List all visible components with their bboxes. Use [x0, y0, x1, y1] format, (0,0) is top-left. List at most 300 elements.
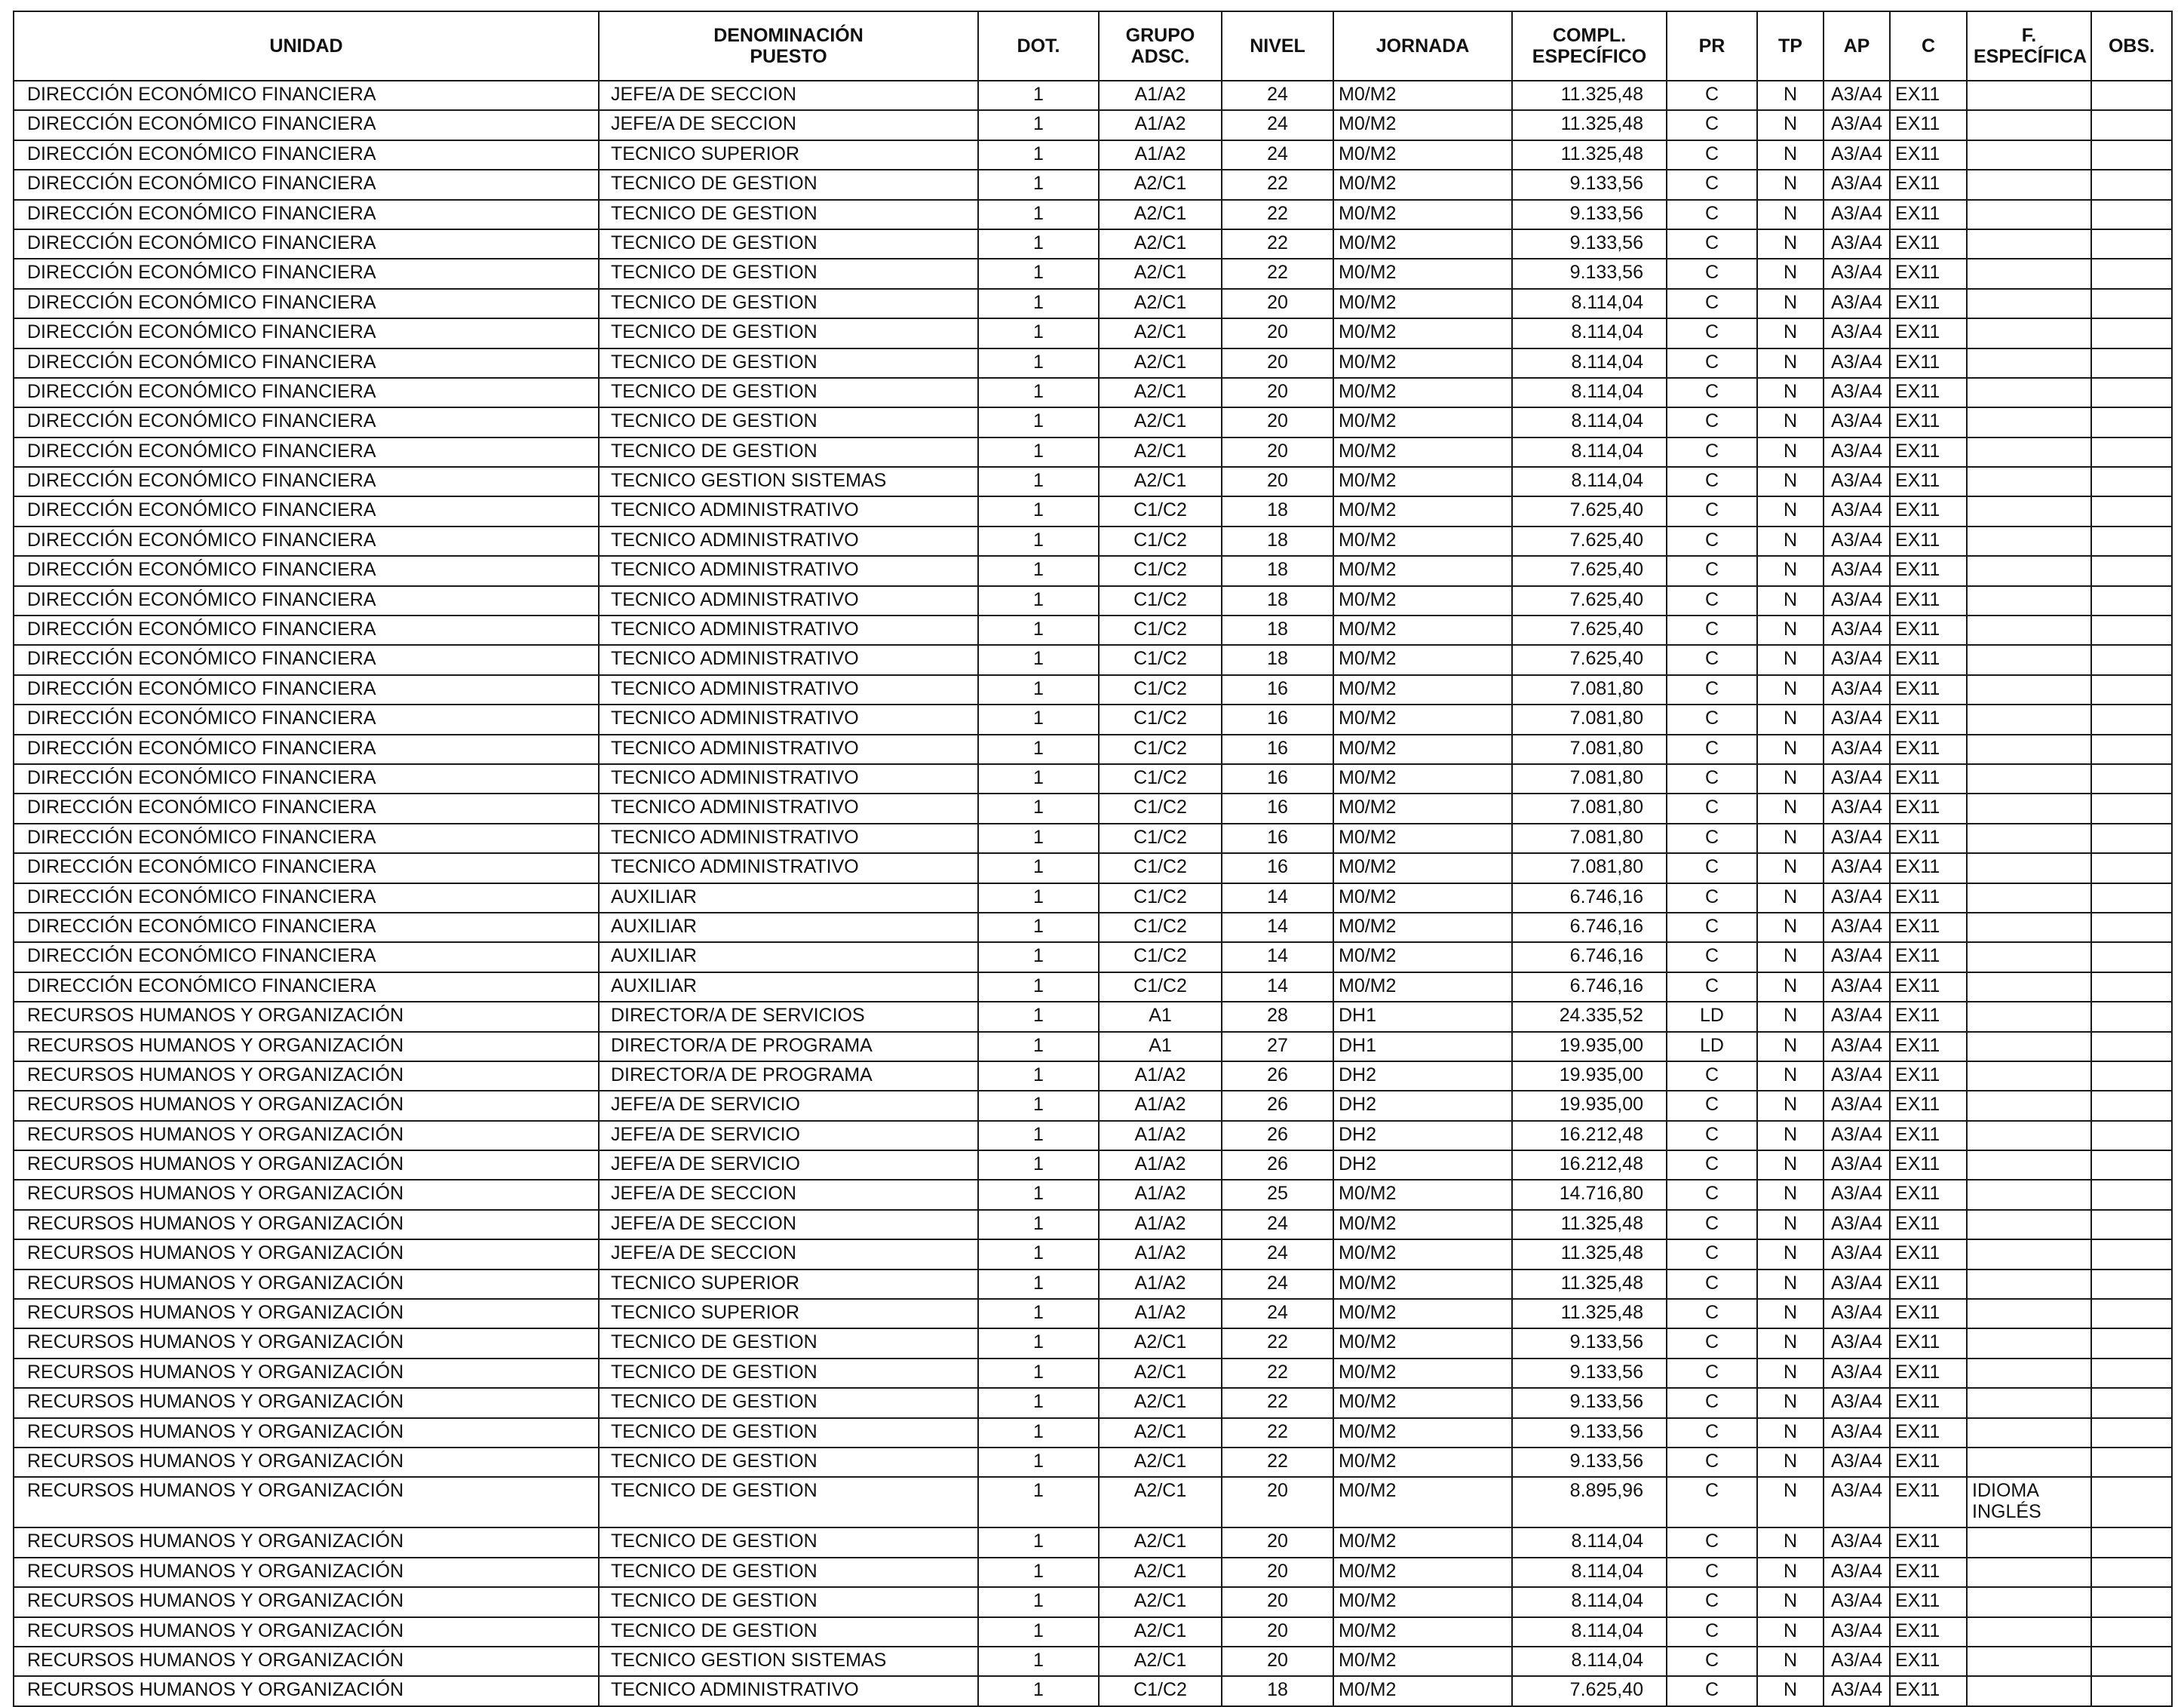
header-label: DENOMINACIÓN	[713, 25, 863, 46]
cell-c: EX11	[1890, 437, 1967, 467]
cell-tp: N	[1757, 229, 1824, 259]
cell-pr: C	[1667, 1477, 1757, 1527]
cell-nivel: 20	[1222, 1617, 1333, 1647]
cell-ap: A3/A4	[1824, 1477, 1890, 1527]
cell-compl-especifico: 7.625,40	[1512, 496, 1667, 526]
cell-tp: N	[1757, 348, 1824, 378]
cell-dotacion: 1	[978, 586, 1099, 616]
cell-tp: N	[1757, 140, 1824, 170]
cell-compl-especifico: 8.114,04	[1512, 1587, 1667, 1616]
cell-tp: N	[1757, 259, 1824, 288]
cell-f-especifica	[1967, 1388, 2091, 1417]
cell-f-especifica	[1967, 1647, 2091, 1676]
cell-compl-especifico: 8.114,04	[1512, 318, 1667, 348]
cell-f-especifica	[1967, 1270, 2091, 1299]
cell-f-especifica	[1967, 1359, 2091, 1388]
cell-pr: C	[1667, 1328, 1757, 1358]
cell-ap: A3/A4	[1824, 794, 1890, 823]
cell-c: EX11	[1890, 616, 1967, 645]
cell-pr: C	[1667, 170, 1757, 199]
cell-ap: A3/A4	[1824, 229, 1890, 259]
cell-ap: A3/A4	[1824, 1558, 1890, 1587]
cell-c: EX11	[1890, 1239, 1967, 1269]
cell-tp: N	[1757, 1210, 1824, 1239]
cell-nivel: 26	[1222, 1091, 1333, 1120]
cell-nivel: 20	[1222, 1477, 1333, 1527]
cell-nivel: 22	[1222, 1448, 1333, 1477]
cell-f-especifica	[1967, 140, 2091, 170]
cell-dotacion: 1	[978, 81, 1099, 110]
cell-c: EX11	[1890, 1587, 1967, 1616]
cell-tp: N	[1757, 200, 1824, 229]
table-row	[14, 824, 2172, 853]
cell-compl-especifico: 9.133,56	[1512, 1418, 1667, 1448]
cell-denominacion-puesto: TECNICO DE GESTION	[599, 229, 978, 259]
cell-c: EX11	[1890, 289, 1967, 318]
cell-obs	[2091, 1448, 2172, 1477]
cell-dotacion: 1	[978, 883, 1099, 913]
cell-tp: N	[1757, 1676, 1824, 1705]
cell-ap: A3/A4	[1824, 1180, 1890, 1209]
cell-compl-especifico: 8.114,04	[1512, 467, 1667, 496]
cell-denominacion-puesto: TECNICO SUPERIOR	[599, 140, 978, 170]
cell-c: EX11	[1890, 1299, 1967, 1328]
cell-nivel: 20	[1222, 1647, 1333, 1676]
cell-dotacion: 1	[978, 200, 1099, 229]
cell-compl-especifico: 7.081,80	[1512, 794, 1667, 823]
cell-f-especifica	[1967, 735, 2091, 764]
cell-obs	[2091, 1180, 2172, 1209]
cell-jornada: DH2	[1333, 1121, 1512, 1150]
cell-obs	[2091, 407, 2172, 437]
cell-compl-especifico: 16.212,48	[1512, 1121, 1667, 1150]
cell-unidad: DIRECCIÓN ECONÓMICO FINANCIERA	[14, 883, 599, 913]
cell-obs	[2091, 140, 2172, 170]
cell-nivel: 22	[1222, 170, 1333, 199]
cell-nivel: 20	[1222, 467, 1333, 496]
cell-ap: A3/A4	[1824, 942, 1890, 972]
cell-compl-especifico: 7.081,80	[1512, 735, 1667, 764]
cell-pr: C	[1667, 1527, 1757, 1557]
cell-denominacion-puesto: TECNICO ADMINISTRATIVO	[599, 586, 978, 616]
cell-c: EX11	[1890, 407, 1967, 437]
cell-jornada: M0/M2	[1333, 229, 1512, 259]
cell-ap: A3/A4	[1824, 81, 1890, 110]
cell-denominacion-puesto: TECNICO GESTION SISTEMAS	[599, 467, 978, 496]
cell-pr: C	[1667, 140, 1757, 170]
cell-denominacion-puesto: TECNICO ADMINISTRATIVO	[599, 496, 978, 526]
cell-jornada: DH2	[1333, 1150, 1512, 1180]
cell-grupo-adsc: A2/C1	[1099, 1617, 1222, 1647]
cell-denominacion-puesto: TECNICO ADMINISTRATIVO	[599, 675, 978, 705]
cell-denominacion-puesto: TECNICO ADMINISTRATIVO	[599, 735, 978, 764]
cell-obs	[2091, 1647, 2172, 1676]
cell-f-especifica	[1967, 318, 2091, 348]
rpt-table-sheet	[13, 11, 2173, 1707]
cell-f-especifica	[1967, 1121, 2091, 1150]
cell-obs	[2091, 1239, 2172, 1269]
cell-obs	[2091, 1002, 2172, 1031]
cell-nivel: 22	[1222, 1388, 1333, 1417]
cell-denominacion-puesto: TECNICO DE GESTION	[599, 200, 978, 229]
cell-unidad: DIRECCIÓN ECONÓMICO FINANCIERA	[14, 140, 599, 170]
table-row	[14, 200, 2172, 229]
cell-tp: N	[1757, 1477, 1824, 1527]
cell-tp: N	[1757, 556, 1824, 585]
cell-c: EX11	[1890, 200, 1967, 229]
cell-grupo-adsc: A2/C1	[1099, 318, 1222, 348]
cell-c: EX11	[1890, 1270, 1967, 1299]
cell-ap: A3/A4	[1824, 1121, 1890, 1150]
cell-denominacion-puesto: TECNICO ADMINISTRATIVO	[599, 824, 978, 853]
cell-c: EX11	[1890, 942, 1967, 972]
header-label: C	[1921, 35, 1936, 57]
table-row	[14, 81, 2172, 110]
cell-compl-especifico: 14.716,80	[1512, 1180, 1667, 1209]
cell-unidad: RECURSOS HUMANOS Y ORGANIZACIÓN	[14, 1676, 599, 1705]
cell-tp: N	[1757, 318, 1824, 348]
cell-compl-especifico: 9.133,56	[1512, 259, 1667, 288]
cell-nivel: 16	[1222, 675, 1333, 705]
cell-pr: C	[1667, 200, 1757, 229]
cell-jornada: M0/M2	[1333, 794, 1512, 823]
cell-jornada: M0/M2	[1333, 1210, 1512, 1239]
cell-obs	[2091, 1091, 2172, 1120]
cell-c: EX11	[1890, 81, 1967, 110]
cell-dotacion: 1	[978, 527, 1099, 556]
cell-jornada: M0/M2	[1333, 1647, 1512, 1676]
cell-ap: A3/A4	[1824, 764, 1890, 794]
cell-denominacion-puesto: TECNICO ADMINISTRATIVO	[599, 705, 978, 734]
cell-compl-especifico: 8.114,04	[1512, 378, 1667, 407]
cell-pr: C	[1667, 81, 1757, 110]
cell-pr: C	[1667, 1359, 1757, 1388]
cell-ap: A3/A4	[1824, 1091, 1890, 1120]
table-row	[14, 527, 2172, 556]
cell-pr: C	[1667, 1091, 1757, 1120]
cell-f-especifica	[1967, 1448, 2091, 1477]
cell-tp: N	[1757, 437, 1824, 467]
table-row	[14, 1239, 2172, 1269]
cell-obs	[2091, 1121, 2172, 1150]
cell-unidad: DIRECCIÓN ECONÓMICO FINANCIERA	[14, 853, 599, 883]
cell-grupo-adsc: A2/C1	[1099, 437, 1222, 467]
cell-jornada: M0/M2	[1333, 913, 1512, 942]
cell-compl-especifico: 19.935,00	[1512, 1091, 1667, 1120]
cell-unidad: RECURSOS HUMANOS Y ORGANIZACIÓN	[14, 1121, 599, 1150]
table-body	[14, 81, 2172, 1706]
cell-unidad: DIRECCIÓN ECONÓMICO FINANCIERA	[14, 259, 599, 288]
cell-ap: A3/A4	[1824, 496, 1890, 526]
cell-nivel: 26	[1222, 1150, 1333, 1180]
header-label: GRUPO	[1125, 25, 1195, 46]
cell-grupo-adsc: C1/C2	[1099, 675, 1222, 705]
cell-unidad: RECURSOS HUMANOS Y ORGANIZACIÓN	[14, 1239, 599, 1269]
cell-denominacion-puesto: JEFE/A DE SERVICIO	[599, 1150, 978, 1180]
cell-nivel: 18	[1222, 645, 1333, 674]
cell-grupo-adsc: A2/C1	[1099, 1587, 1222, 1616]
cell-dotacion: 1	[978, 1448, 1099, 1477]
header-denominacion-puesto	[599, 11, 978, 81]
cell-tp: N	[1757, 1359, 1824, 1388]
cell-grupo-adsc: C1/C2	[1099, 853, 1222, 883]
cell-obs	[2091, 1617, 2172, 1647]
cell-obs	[2091, 1418, 2172, 1448]
cell-nivel: 24	[1222, 1210, 1333, 1239]
cell-compl-especifico: 9.133,56	[1512, 1359, 1667, 1388]
cell-unidad: DIRECCIÓN ECONÓMICO FINANCIERA	[14, 645, 599, 674]
cell-nivel: 18	[1222, 527, 1333, 556]
cell-tp: N	[1757, 467, 1824, 496]
table-row	[14, 1587, 2172, 1616]
cell-grupo-adsc: A2/C1	[1099, 1558, 1222, 1587]
cell-compl-especifico: 6.746,16	[1512, 942, 1667, 972]
cell-compl-especifico: 11.325,48	[1512, 1210, 1667, 1239]
cell-grupo-adsc: C1/C2	[1099, 735, 1222, 764]
cell-pr: C	[1667, 675, 1757, 705]
cell-grupo-adsc: A2/C1	[1099, 1448, 1222, 1477]
cell-jornada: M0/M2	[1333, 1587, 1512, 1616]
cell-jornada: M0/M2	[1333, 586, 1512, 616]
cell-dotacion: 1	[978, 1558, 1099, 1587]
cell-grupo-adsc: C1/C2	[1099, 496, 1222, 526]
cell-ap: A3/A4	[1824, 1210, 1890, 1239]
header-obs	[2091, 11, 2172, 81]
cell-tp: N	[1757, 735, 1824, 764]
cell-nivel: 22	[1222, 1418, 1333, 1448]
cell-denominacion-puesto: JEFE/A DE SECCION	[599, 1180, 978, 1209]
cell-tp: N	[1757, 675, 1824, 705]
cell-grupo-adsc: C1/C2	[1099, 527, 1222, 556]
cell-f-especifica	[1967, 289, 2091, 318]
cell-dotacion: 1	[978, 913, 1099, 942]
cell-denominacion-puesto: TECNICO DE GESTION	[599, 407, 978, 437]
cell-unidad: RECURSOS HUMANOS Y ORGANIZACIÓN	[14, 1150, 599, 1180]
cell-tp: N	[1757, 883, 1824, 913]
cell-compl-especifico: 6.746,16	[1512, 913, 1667, 942]
header-label: ESPECÍFICO	[1532, 46, 1647, 67]
table-row	[14, 794, 2172, 823]
cell-pr: C	[1667, 348, 1757, 378]
cell-denominacion-puesto: DIRECTOR/A DE PROGRAMA	[599, 1061, 978, 1091]
cell-unidad: DIRECCIÓN ECONÓMICO FINANCIERA	[14, 735, 599, 764]
cell-denominacion-puesto: TECNICO DE GESTION	[599, 348, 978, 378]
header-label: F.	[2021, 25, 2037, 46]
cell-pr: C	[1667, 1121, 1757, 1150]
cell-unidad: RECURSOS HUMANOS Y ORGANIZACIÓN	[14, 1091, 599, 1120]
cell-pr: C	[1667, 616, 1757, 645]
cell-denominacion-puesto: JEFE/A DE SECCION	[599, 1210, 978, 1239]
table-row	[14, 1091, 2172, 1120]
cell-f-especifica	[1967, 1061, 2091, 1091]
cell-grupo-adsc: A2/C1	[1099, 229, 1222, 259]
cell-compl-especifico: 7.081,80	[1512, 764, 1667, 794]
cell-unidad: DIRECCIÓN ECONÓMICO FINANCIERA	[14, 407, 599, 437]
cell-ap: A3/A4	[1824, 1418, 1890, 1448]
cell-pr: C	[1667, 318, 1757, 348]
cell-obs	[2091, 705, 2172, 734]
cell-compl-especifico: 9.133,56	[1512, 1328, 1667, 1358]
cell-nivel: 18	[1222, 616, 1333, 645]
cell-obs	[2091, 289, 2172, 318]
cell-jornada: M0/M2	[1333, 170, 1512, 199]
cell-tp: N	[1757, 1270, 1824, 1299]
cell-compl-especifico: 7.625,40	[1512, 616, 1667, 645]
cell-ap: A3/A4	[1824, 735, 1890, 764]
cell-denominacion-puesto: JEFE/A DE SERVICIO	[599, 1121, 978, 1150]
cell-jornada: M0/M2	[1333, 1676, 1512, 1705]
cell-ap: A3/A4	[1824, 972, 1890, 1002]
cell-unidad: DIRECCIÓN ECONÓMICO FINANCIERA	[14, 467, 599, 496]
table-row	[14, 675, 2172, 705]
cell-tp: N	[1757, 1121, 1824, 1150]
cell-ap: A3/A4	[1824, 1617, 1890, 1647]
cell-jornada: DH1	[1333, 1002, 1512, 1031]
cell-jornada: M0/M2	[1333, 556, 1512, 585]
cell-jornada: M0/M2	[1333, 407, 1512, 437]
cell-obs	[2091, 616, 2172, 645]
cell-compl-especifico: 9.133,56	[1512, 1448, 1667, 1477]
cell-denominacion-puesto: AUXILIAR	[599, 972, 978, 1002]
cell-jornada: M0/M2	[1333, 259, 1512, 288]
cell-pr: C	[1667, 1180, 1757, 1209]
cell-f-especifica	[1967, 1091, 2091, 1120]
table-row	[14, 496, 2172, 526]
cell-f-especifica	[1967, 1239, 2091, 1269]
cell-grupo-adsc: A1/A2	[1099, 1150, 1222, 1180]
cell-dotacion: 1	[978, 972, 1099, 1002]
table-row	[14, 972, 2172, 1002]
cell-obs	[2091, 229, 2172, 259]
cell-obs	[2091, 645, 2172, 674]
table-row	[14, 1558, 2172, 1587]
cell-unidad: RECURSOS HUMANOS Y ORGANIZACIÓN	[14, 1527, 599, 1557]
cell-nivel: 20	[1222, 318, 1333, 348]
cell-ap: A3/A4	[1824, 200, 1890, 229]
cell-obs	[2091, 1477, 2172, 1527]
cell-c: EX11	[1890, 764, 1967, 794]
cell-ap: A3/A4	[1824, 407, 1890, 437]
cell-pr: C	[1667, 705, 1757, 734]
table-row	[14, 1359, 2172, 1388]
cell-denominacion-puesto: DIRECTOR/A DE PROGRAMA	[599, 1032, 978, 1061]
cell-nivel: 14	[1222, 913, 1333, 942]
cell-nivel: 25	[1222, 1180, 1333, 1209]
cell-denominacion-puesto: TECNICO DE GESTION	[599, 1448, 978, 1477]
cell-pr: C	[1667, 1210, 1757, 1239]
cell-obs	[2091, 824, 2172, 853]
cell-grupo-adsc: A1/A2	[1099, 140, 1222, 170]
cell-tp: N	[1757, 1647, 1824, 1676]
cell-denominacion-puesto: TECNICO ADMINISTRATIVO	[599, 556, 978, 585]
cell-compl-especifico: 7.081,80	[1512, 705, 1667, 734]
cell-denominacion-puesto: TECNICO ADMINISTRATIVO	[599, 645, 978, 674]
cell-c: EX11	[1890, 467, 1967, 496]
cell-c: EX11	[1890, 110, 1967, 140]
cell-grupo-adsc: A1/A2	[1099, 110, 1222, 140]
cell-obs	[2091, 81, 2172, 110]
cell-obs	[2091, 1299, 2172, 1328]
cell-tp: N	[1757, 1150, 1824, 1180]
cell-tp: N	[1757, 378, 1824, 407]
cell-dotacion: 1	[978, 1210, 1099, 1239]
cell-nivel: 16	[1222, 764, 1333, 794]
cell-denominacion-puesto: TECNICO DE GESTION	[599, 1587, 978, 1616]
cell-nivel: 14	[1222, 883, 1333, 913]
cell-tp: N	[1757, 1239, 1824, 1269]
cell-pr: C	[1667, 586, 1757, 616]
cell-ap: A3/A4	[1824, 1328, 1890, 1358]
cell-unidad: DIRECCIÓN ECONÓMICO FINANCIERA	[14, 972, 599, 1002]
cell-f-especifica	[1967, 1210, 2091, 1239]
cell-ap: A3/A4	[1824, 705, 1890, 734]
table-row	[14, 942, 2172, 972]
cell-tp: N	[1757, 1032, 1824, 1061]
cell-grupo-adsc: A1/A2	[1099, 1121, 1222, 1150]
cell-obs	[2091, 1527, 2172, 1557]
header-label: OBS.	[2108, 35, 2155, 57]
cell-ap: A3/A4	[1824, 289, 1890, 318]
cell-c: EX11	[1890, 972, 1967, 1002]
table-row	[14, 883, 2172, 913]
cell-unidad: DIRECCIÓN ECONÓMICO FINANCIERA	[14, 764, 599, 794]
cell-dotacion: 1	[978, 1239, 1099, 1269]
cell-f-especifica	[1967, 200, 2091, 229]
table-row	[14, 1002, 2172, 1031]
cell-ap: A3/A4	[1824, 1388, 1890, 1417]
table-row	[14, 378, 2172, 407]
cell-unidad: DIRECCIÓN ECONÓMICO FINANCIERA	[14, 527, 599, 556]
cell-dotacion: 1	[978, 1328, 1099, 1358]
cell-c: EX11	[1890, 1418, 1967, 1448]
cell-c: EX11	[1890, 527, 1967, 556]
cell-dotacion: 1	[978, 140, 1099, 170]
cell-dotacion: 1	[978, 853, 1099, 883]
cell-obs	[2091, 1210, 2172, 1239]
cell-pr: C	[1667, 289, 1757, 318]
table-row	[14, 170, 2172, 199]
cell-dotacion: 1	[978, 407, 1099, 437]
cell-nivel: 22	[1222, 1328, 1333, 1358]
cell-f-especifica	[1967, 1299, 2091, 1328]
cell-dotacion: 1	[978, 318, 1099, 348]
cell-denominacion-puesto: TECNICO DE GESTION	[599, 170, 978, 199]
cell-grupo-adsc: A1/A2	[1099, 1091, 1222, 1120]
cell-denominacion-puesto: TECNICO ADMINISTRATIVO	[599, 527, 978, 556]
cell-compl-especifico: 19.935,00	[1512, 1061, 1667, 1091]
cell-c: EX11	[1890, 170, 1967, 199]
cell-denominacion-puesto: TECNICO DE GESTION	[599, 1527, 978, 1557]
cell-jornada: M0/M2	[1333, 1418, 1512, 1448]
cell-dotacion: 1	[978, 764, 1099, 794]
cell-jornada: M0/M2	[1333, 1359, 1512, 1388]
cell-f-especifica	[1967, 527, 2091, 556]
cell-obs	[2091, 942, 2172, 972]
cell-c: EX11	[1890, 824, 1967, 853]
cell-tp: N	[1757, 913, 1824, 942]
cell-nivel: 28	[1222, 1002, 1333, 1031]
cell-dotacion: 1	[978, 675, 1099, 705]
table-row	[14, 586, 2172, 616]
cell-obs	[2091, 110, 2172, 140]
cell-tp: N	[1757, 972, 1824, 1002]
cell-unidad: RECURSOS HUMANOS Y ORGANIZACIÓN	[14, 1061, 599, 1091]
cell-dotacion: 1	[978, 616, 1099, 645]
cell-denominacion-puesto: TECNICO DE GESTION	[599, 259, 978, 288]
cell-unidad: DIRECCIÓN ECONÓMICO FINANCIERA	[14, 942, 599, 972]
cell-jornada: M0/M2	[1333, 1328, 1512, 1358]
cell-dotacion: 1	[978, 467, 1099, 496]
